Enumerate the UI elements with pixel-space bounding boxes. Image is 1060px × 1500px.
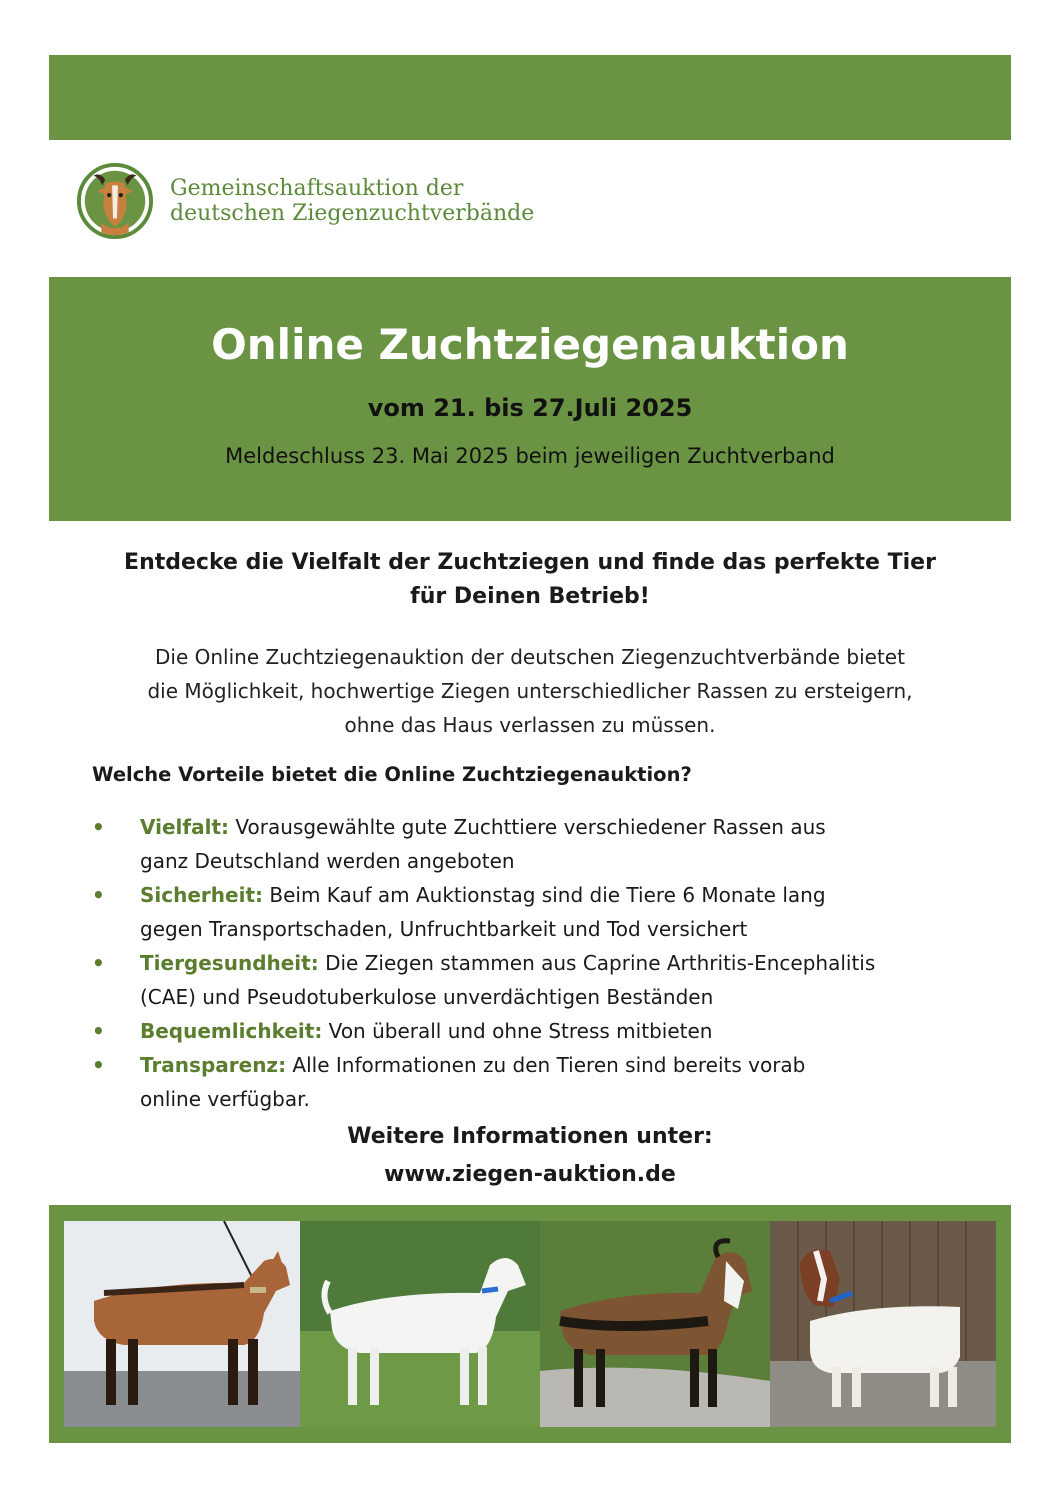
white-goat-photo xyxy=(300,1221,540,1427)
logo xyxy=(76,160,534,242)
intro-text-line-2: die Möglichkeit, hochwertige Ziegen unterschiedlicher Rassen zu ersteigern, xyxy=(147,679,913,703)
page-title: Online Zuchtziegenauktion xyxy=(211,320,849,369)
intro-text xyxy=(60,640,1000,742)
benefit-text-cont: (CAE) und Pseudotuberkulose unverdächtigen Beständen xyxy=(140,985,714,1009)
bullet-icon: • xyxy=(92,1019,105,1043)
benefit-term: Tiergesundheit: xyxy=(140,951,319,975)
logo-line-2: deutschen Ziegenzuchtverbände xyxy=(170,201,535,226)
list-item xyxy=(92,878,952,946)
benefit-term: Transparenz: xyxy=(140,1053,287,1077)
intro-text-line-3: ohne das Haus verlassen zu müssen. xyxy=(344,713,716,737)
benefit-text: Die Ziegen stammen aus Caprine Arthritis-Encephalitis xyxy=(318,951,876,975)
list-item xyxy=(92,946,952,1014)
intro-text-line-1: Die Online Zuchtziegenauktion der deutschen Ziegenzuchtverbände bietet xyxy=(155,645,905,669)
photo-strip xyxy=(49,1205,1011,1443)
bullet-icon: • xyxy=(92,1053,105,1077)
brown-black-goat-photo xyxy=(540,1221,770,1427)
benefits-heading: Welche Vorteile bietet die Online Zuchtziegenauktion? xyxy=(92,763,692,786)
bullet-icon: • xyxy=(92,815,105,839)
brown-goat-photo xyxy=(64,1221,300,1427)
benefit-text: Vorausgewählte gute Zuchttiere verschiedener Rassen aus xyxy=(229,815,826,839)
benefit-text-cont: gegen Transportschaden, Unfruchtbarkeit und Tod versichert xyxy=(140,917,748,941)
benefit-term: Bequemlichkeit: xyxy=(140,1019,323,1043)
benefit-term: Vielfalt: xyxy=(140,815,230,839)
more-info-label: Weitere Informationen unter: xyxy=(347,1124,713,1149)
benefit-text: Alle Informationen zu den Tieren sind bereits vorab xyxy=(286,1053,806,1077)
top-banner xyxy=(49,55,1011,140)
hero-banner xyxy=(49,277,1011,521)
boer-goat-photo xyxy=(770,1221,996,1427)
intro-heading xyxy=(60,546,1000,614)
bullet-icon: • xyxy=(92,951,105,975)
website-link[interactable]: www.ziegen-auktion.de xyxy=(384,1162,676,1187)
list-item xyxy=(92,810,952,878)
list-item xyxy=(92,1048,952,1116)
benefit-text-cont: ganz Deutschland werden angeboten xyxy=(140,849,515,873)
more-info xyxy=(60,1118,1000,1194)
list-item xyxy=(92,1014,952,1048)
registration-deadline: Meldeschluss 23. Mai 2025 beim jeweiligen Zuchtverband xyxy=(225,444,835,468)
benefit-term: Sicherheit: xyxy=(140,883,263,907)
auction-dates: vom 21. bis 27.Juli 2025 xyxy=(367,394,693,422)
benefit-text: Von überall und ohne Stress mitbieten xyxy=(322,1019,713,1043)
bullet-icon: • xyxy=(92,883,105,907)
benefit-text-cont: online verfügbar. xyxy=(140,1087,310,1111)
benefits-list xyxy=(92,810,952,1116)
intro-heading-line-2: für Deinen Betrieb! xyxy=(410,584,650,609)
intro-heading-line-1: Entdecke die Vielfalt der Zuchtziegen und finde das perfekte Tier xyxy=(124,550,936,575)
logo-line-1: Gemeinschaftsauktion der xyxy=(170,176,464,201)
goat-head-logo-icon xyxy=(76,162,154,240)
benefit-text: Beim Kauf am Auktionstag sind die Tiere 6 Monate lang xyxy=(263,883,826,907)
